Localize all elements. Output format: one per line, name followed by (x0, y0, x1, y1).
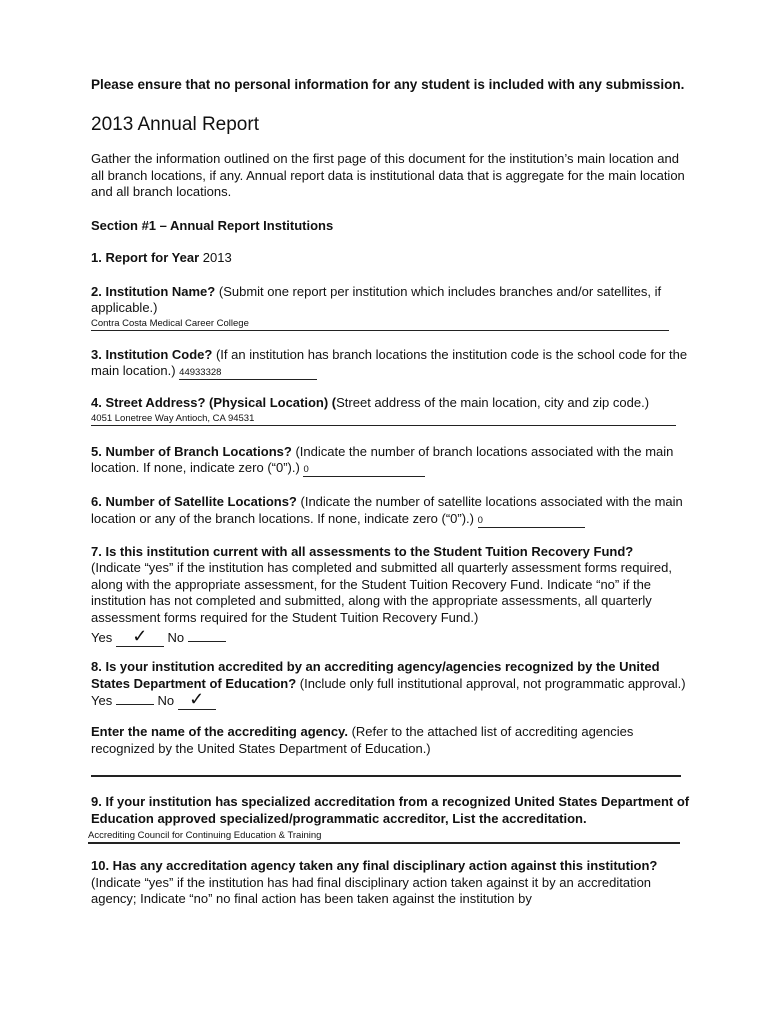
q8-no-blank[interactable] (178, 689, 216, 710)
agency-label: Enter the name of the accrediting agency. (91, 724, 348, 739)
question-3 (91, 347, 691, 381)
q3-note: (If an institution has branch locations the institution code is the school code for the main location.) (91, 346, 688, 378)
document-page (88, 76, 691, 908)
q1-value: 2013 (202, 250, 232, 265)
satellite-locations-field[interactable]: 0 (478, 515, 585, 528)
checkmark-icon: ✓ (132, 626, 148, 646)
question-10 (91, 858, 691, 908)
branch-locations-field[interactable]: 0 (303, 464, 425, 477)
q10-note: (Indicate “yes” if the institution has had final disciplinary action taken against it by an accreditation agency; Indicate “no” no final action has been taken against the institution by (91, 874, 652, 906)
q5-note: (Indicate the number of branch locations associated with the main location. If none, indicate zero (“0”).) (91, 443, 674, 475)
question-8 (91, 659, 691, 710)
page-title: 2013 Annual Report (91, 114, 259, 135)
q7-note: (Indicate “yes” if the institution has completed and submitted all quarterly assessment forms required, along with the appropriate assessment, for the Student Tuition Recovery Fund. Indicate “no” if the institution has not completed and submitted, along with the appropriate assessments, all quarterly assessment forms required for the Student Tuition Recovery Fund.) (91, 560, 672, 625)
question-1 (91, 250, 691, 267)
q7-answer-row (91, 626, 691, 647)
q8-note: (Include only full institutional approval, not programmatic approval.) (299, 675, 686, 691)
q2-note: (Submit one report per institution which includes branches and/or satellites, if applicable.) (91, 283, 662, 315)
q9-label: 9. If your institution has specialized accreditation from a recognized United States Department of Education approved specialized/programmatic accreditor, List the accreditation. (91, 794, 690, 826)
checkmark-icon: ✓ (189, 689, 205, 709)
q8-label: 8. Is your institution accredited by an accrediting agency/agencies recognized by the United States Department of Education? (91, 659, 660, 691)
institution-code-field[interactable]: 44933328 (179, 367, 317, 380)
q7-no-blank[interactable] (188, 641, 226, 642)
q8-yes-label: Yes (91, 693, 113, 708)
institution-name-field[interactable]: Contra Costa Medical Career College (91, 318, 669, 331)
q7-yes-label: Yes (91, 630, 113, 645)
q4-note: Street address of the main location, city and zip code.) (336, 395, 650, 410)
q7-yes-blank[interactable] (116, 626, 164, 647)
q7-label: 7. Is this institution current with all assessments to the Student Tuition Recovery Fund? (91, 543, 634, 559)
street-address-field[interactable]: 4051 Lonetree Way Antioch, CA 94531 (91, 413, 676, 426)
q6-note: (Indicate the number of satellite locations associated with the main location or any of the branch locations. If none, indicate zero (“0”).) (91, 494, 683, 526)
accrediting-agency-question (91, 724, 691, 757)
intro-paragraph: Gather the information outlined on the first page of this document for the institution’s main location and all branch locations, if any. Annual report data is institutional data that is aggregate for the main location and all branch locations. (91, 151, 685, 199)
question-5 (91, 444, 691, 478)
specialized-accreditation-field[interactable]: Accrediting Council for Continuing Education & Training (88, 830, 680, 844)
q10-label: 10. Has any accreditation agency taken any final disciplinary action against this institution? (91, 858, 658, 873)
privacy-notice: Please ensure that no personal information for any student is included with any submission. (91, 77, 685, 92)
q4-label: 4. Street Address? (Physical Location) ( (91, 395, 337, 410)
question-4 (91, 395, 691, 412)
q8-no-label: No (157, 693, 175, 708)
q6-label: 6. Number of Satellite Locations? (91, 494, 297, 509)
question-2 (91, 284, 691, 317)
question-6 (91, 494, 691, 528)
accrediting-agency-field[interactable] (91, 775, 681, 777)
section-heading: Section #1 – Annual Report Institutions (91, 217, 334, 233)
q7-no-label: No (167, 630, 185, 645)
agency-note: (Refer to the attached list of accrediting agencies recognized by the United States Department of Education.) (91, 724, 634, 756)
q5-label: 5. Number of Branch Locations? (91, 443, 292, 459)
q8-yes-blank[interactable] (116, 704, 154, 705)
q3-label: 3. Institution Code? (91, 346, 213, 362)
q2-label: 2. Institution Name? (91, 283, 216, 299)
q1-label: 1. Report for Year (91, 250, 200, 265)
